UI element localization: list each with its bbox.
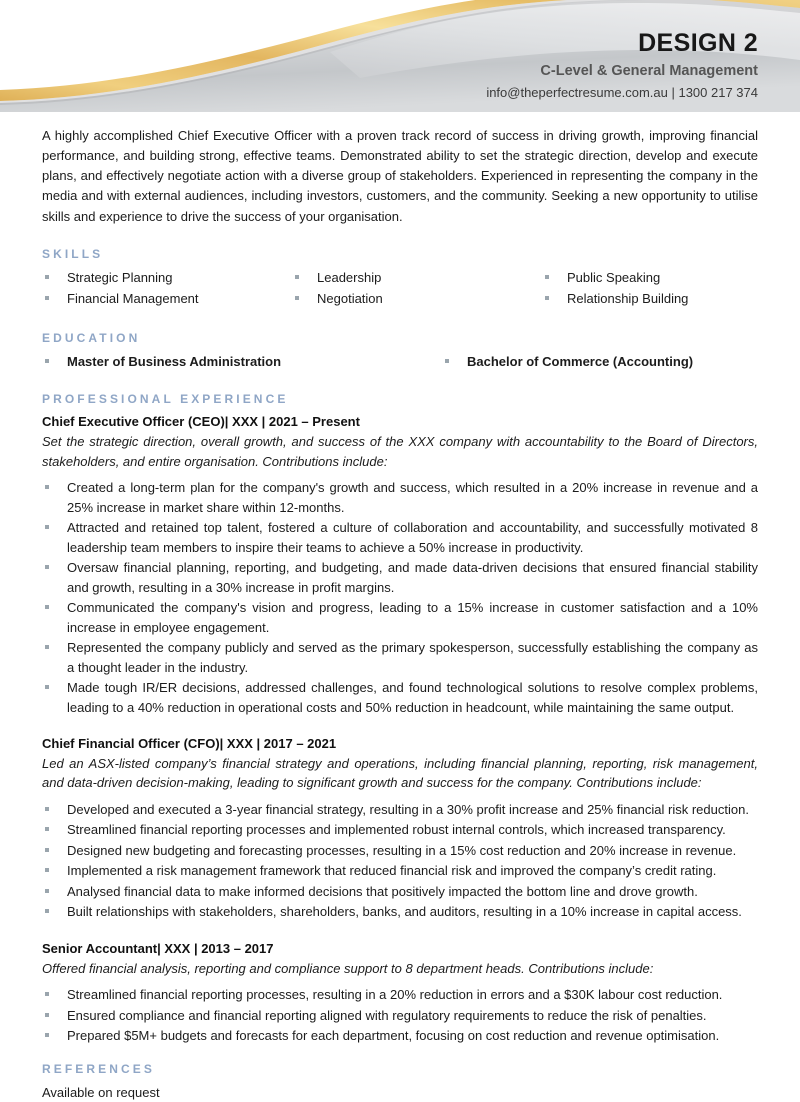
section-heading-references: REFERENCES <box>42 1061 156 1076</box>
job-bullet-list <box>42 800 758 922</box>
skill-item: Strategic Planning <box>42 268 292 288</box>
job-bullet-list <box>42 478 758 717</box>
skill-item: Financial Management <box>42 289 292 309</box>
education-item: Master of Business Administration <box>42 352 442 372</box>
job-bullet: Implemented a risk management framework that reduced financial risk and improved the company’s credit rating. <box>42 861 758 881</box>
job-title: Chief Executive Officer (CEO)| XXX | 2021 – Present <box>42 414 360 430</box>
job-bullet: Attracted and retained top talent, fostered a culture of collaboration and accountability, and successfully motivated 8 leadership team members to inspire their teams to achieve a 50% increase in productivity. <box>42 518 758 557</box>
job-title: Senior Accountant| XXX | 2013 – 2017 <box>42 940 274 956</box>
skill-item: Relationship Building <box>542 289 758 309</box>
job-title: Chief Financial Officer (CFO)| XXX | 2017 – 2021 <box>42 736 337 752</box>
job-bullet: Prepared $5M+ budgets and forecasts for each department, focusing on cost reduction and revenue optimisation. <box>42 1026 758 1046</box>
job-bullet: Streamlined financial reporting processes and implemented robust internal controls, which increased transparency. <box>42 820 758 840</box>
skill-item: Leadership <box>292 268 542 288</box>
job-summary: Led an ASX-listed company’s financial strategy and operations, including financial planning, reporting, risk management, and data-driven decision-making, leading to significant growth and success for the company. Contributions include: <box>42 755 758 791</box>
references-text: Available on request <box>42 1084 160 1100</box>
job-bullet: Analysed financial data to make informed decisions that positively impacted the bottom line and drove growth. <box>42 882 758 902</box>
section-heading-education: EDUCATION <box>42 330 141 345</box>
skill-item: Negotiation <box>292 289 542 309</box>
job-entry <box>42 413 758 717</box>
skills-column-2 <box>292 268 542 311</box>
education-column-1 <box>42 352 442 373</box>
skills-column-1 <box>42 268 292 311</box>
job-summary: Set the strategic direction, overall growth, and success of the XXX company with accountability to the Board of Directors, stakeholders, and entire organisation. Contributions include: <box>42 434 758 469</box>
resume-header-banner <box>0 0 800 112</box>
job-bullet: Created a long-term plan for the company's growth and success, which resulted in a 20% increase in revenue and a 25% increase in market share within 12-months. <box>42 478 758 517</box>
job-bullet: Built relationships with stakeholders, shareholders, banks, and auditors, resulting in a 10% increase in capital access. <box>42 902 758 922</box>
job-summary: Offered financial analysis, reporting and compliance support to 8 department heads. Contributions include: <box>42 960 654 976</box>
job-entry <box>42 940 758 1046</box>
job-bullet: Designed new budgeting and forecasting processes, resulting in a 15% cost reduction and 20% increase in revenue. <box>42 841 758 861</box>
skills-grid <box>42 268 758 311</box>
contact-line: info@theperfectresume.com.au | 1300 217 374 <box>486 84 758 100</box>
education-item: Bachelor of Commerce (Accounting) <box>442 352 758 372</box>
job-entry <box>42 735 758 922</box>
candidate-title: C-Level & General Management <box>540 62 758 79</box>
header-identity-block <box>486 30 758 100</box>
section-heading-skills: SKILLS <box>42 246 104 261</box>
skill-item: Public Speaking <box>542 268 758 288</box>
job-bullet: Developed and executed a 3-year financial strategy, resulting in a 30% profit increase and 25% financial risk reduction. <box>42 800 758 820</box>
job-bullet: Streamlined financial reporting processes, resulting in a 20% reduction in errors and a $30K labour cost reduction. <box>42 985 758 1005</box>
job-bullet-list <box>42 985 758 1046</box>
candidate-name: DESIGN 2 <box>638 29 758 57</box>
section-heading-experience: PROFESSIONAL EXPERIENCE <box>42 392 289 407</box>
skills-column-3 <box>542 268 758 311</box>
job-bullet: Communicated the company's vision and progress, leading to a 15% increase in customer satisfaction and a 10% increase in employee engagement. <box>42 598 758 637</box>
job-bullet: Made tough IR/ER decisions, addressed challenges, and found technological solutions to resolve complex problems, leading to a 40% reduction in operational costs and 50% reduction in headcount, while maintaining the same output. <box>42 678 758 717</box>
education-grid <box>42 352 758 373</box>
job-bullet: Ensured compliance and financial reporting aligned with regulatory requirements to reduce the risk of penalties. <box>42 1006 758 1026</box>
job-bullet: Represented the company publicly and served as the primary spokesperson, successfully establishing the company as a thought leader in the industry. <box>42 638 758 677</box>
education-column-2 <box>442 352 758 373</box>
resume-content <box>0 126 800 1102</box>
professional-summary: A highly accomplished Chief Executive Officer with a proven track record of success in driving growth, improving financial performance, and building strong, effective teams. Demonstrated ability to set the strategic direction, develop and execute plans, and effectively negotiate action with a diverse group of stakeholders. Experienced in representing the company in the media and with external audiences, including investors, customers, and the community. Seeking a new opportunity to utilise skills and experience to drive the success of your organisation. <box>42 128 758 224</box>
job-bullet: Oversaw financial planning, reporting, and budgeting, and made data-driven decisions that ensured financial stability and growth, resulting in a 30% increase in profit margins. <box>42 558 758 597</box>
